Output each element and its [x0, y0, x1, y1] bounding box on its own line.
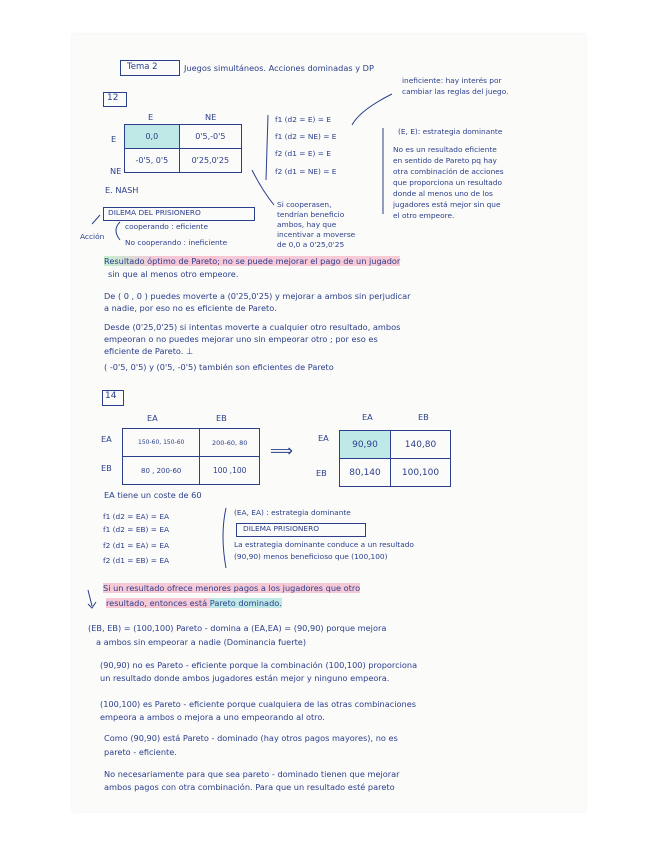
ex12-no-pareto-5: donde al menos uno de los — [393, 189, 493, 198]
ex14-left-col-ea: EA — [147, 413, 158, 423]
ex12-cell-e-ne: 0'5,-0'5 — [179, 125, 241, 149]
ex12-col-ne: NE — [205, 112, 217, 122]
optimo-highlight: Resultado óptimo de Pareto — [104, 256, 218, 266]
ex14-conduce-1: La estrategia dominante conduce a un resultado — [234, 540, 414, 549]
pareto-dom-line2 — [106, 598, 282, 609]
implies-arrow-icon: ⟹ — [270, 441, 293, 460]
ex12-no-pareto-3: otra combinación de acciones — [393, 167, 504, 176]
ex12-coop-note-4: incentivar a moverse — [277, 230, 356, 239]
ex12-coop-note-3: ambos, hay que — [277, 220, 337, 229]
para7-line1: Como (90,90) está Pareto - dominado (hay otros pagos mayores), no es — [104, 733, 398, 743]
ex12-dominante: (E, E): estrategia dominante — [398, 127, 503, 136]
para1-line2: a nadie, por eso no es eficiente de Pareto. — [104, 303, 277, 313]
ex14-right-cell-eb-ea: 80,140 — [340, 459, 391, 487]
para1-line1: De ( 0 , 0 ) puedes moverte a (0'25,0'25) y mejorar a ambos sin perjudicar — [104, 291, 411, 301]
ex14-left-row-eb: EB — [101, 463, 112, 473]
ex14-dominante: (EA, EA) : estrategia dominante — [234, 508, 351, 517]
pareto-dom-text2a: resultado, entonces está — [106, 598, 210, 608]
ex12-row-e: E — [111, 134, 117, 144]
ex14-right-col-eb: EB — [418, 412, 429, 422]
para8-line1: No necesariamente para que sea pareto - dominado tienen que mejorar — [104, 769, 400, 779]
para6-line2: empeora a ambos o mejora a uno empeorando al otro. — [100, 712, 325, 722]
ex12-cell-ne-e: -0'5, 0'5 — [125, 149, 180, 173]
para8-line2: ambos pagos con otra combinación. Para que un resultado esté pareto — [104, 782, 395, 792]
optimo-rest: ; no se puede mejorar el pago de un jugador — [217, 256, 401, 266]
ex14-right-cell-ea-eb: 140,80 — [391, 431, 451, 459]
ex12-no-pareto-4: que proporciona un resultado — [393, 178, 503, 187]
ex12-nash-label: E. NASH — [105, 185, 139, 195]
para2-line1: Desde (0'25,0'25) si intentas moverte a cualquier otro resultado, ambos — [104, 322, 401, 332]
ex14-right-cell-ea-ea: 90,90 — [340, 431, 391, 459]
ex14-right-cell-eb-eb: 100,100 — [391, 459, 451, 487]
exercise-14-number: 14 — [105, 391, 117, 401]
para2-line2: empeoran o no puedes mejorar uno sin empeorar otro ; por eso es — [104, 334, 378, 344]
ex12-best-response-2: f1 (d2 = NE) = E — [275, 132, 337, 141]
ex12-best-response-3: f2 (d1 = E) = E — [275, 149, 331, 158]
ex14-left-row-ea: EA — [101, 434, 112, 444]
ex12-cell-e-e: 0,0 — [125, 125, 180, 149]
ex12-row-ne: NE — [110, 166, 122, 176]
ex12-dilema: DILEMA DEL PRISIONERO — [108, 208, 201, 217]
para3: ( -0'5, 0'5) y (0'5, -0'5) también son eficientes de Pareto — [104, 362, 334, 372]
ex12-best-response-4: f2 (d1 = NE) = E — [275, 167, 337, 176]
ex14-left-cell-eb-eb: 100 ,100 — [200, 457, 260, 485]
ex12-no-pareto-6: jugadores está mejor sin que — [393, 200, 501, 209]
optimo-line2: sin que al menos otro empeore. — [108, 269, 239, 279]
para6-line1: (100,100) es Pareto - eficiente porque cualquiera de las otras combinaciones — [100, 699, 417, 709]
page-title: Juegos simultáneos. Acciones dominadas y DP — [184, 63, 374, 73]
ex12-ineficiente-2: cambiar las reglas del juego. — [402, 87, 509, 96]
ex12-cell-ne-ne: 0'25,0'25 — [179, 149, 241, 173]
ex14-left-cell-ea-eb: 200-60, 80 — [200, 429, 260, 457]
ex12-ineficiente-1: ineficiente: hay interés por — [402, 76, 502, 85]
exercise-12-number: 12 — [107, 93, 119, 103]
ex14-coste: EA tiene un coste de 60 — [104, 490, 202, 500]
para4-line2: a ambos sin empeorar a nadie (Dominancia fuerte) — [96, 637, 307, 647]
ex14-best-response-3: f2 (d1 = EA) = EA — [103, 541, 170, 550]
ex14-left-cell-eb-ea: 80 , 200-60 — [123, 457, 200, 485]
ex14-right-row-eb: EB — [316, 468, 327, 478]
ex14-conduce-2: (90,90) menos beneficioso que (100,100) — [234, 552, 388, 561]
ex12-coop-note-1: Si cooperasen, — [277, 200, 332, 209]
ex12-coop-note-5: de 0,0 a 0'25,0'25 — [277, 240, 345, 249]
ex14-dilema: DILEMA PRISIONERO — [243, 524, 320, 533]
pareto-dom-line1 — [103, 583, 360, 594]
ex14-best-response-1: f1 (d2 = EA) = EA — [103, 512, 170, 521]
ex12-nocoop: No cooperando : ineficiente — [125, 238, 228, 247]
ex12-coop: cooperando : eficiente — [125, 222, 208, 231]
ex12-best-response-1: f1 (d2 = E) = E — [275, 115, 331, 124]
para5-line2: un resultado donde ambos jugadores están mejor y ninguno empeora. — [100, 673, 390, 683]
para5-line1: (90,90) no es Pareto - eficiente porque la combinación (100,100) proporciona — [100, 660, 418, 670]
ex12-no-pareto-1: No es un resultado eficiente — [393, 145, 497, 154]
ex14-left-col-eb: EB — [216, 413, 227, 423]
ex14-right-row-ea: EA — [318, 433, 329, 443]
ex14-right-col-ea: EA — [362, 412, 373, 422]
ex12-no-pareto-2: en sentido de Pareto pq hay — [393, 156, 497, 165]
ex14-best-response-2: f1 (d2 = EB) = EA — [103, 525, 170, 534]
ex12-col-e: E — [148, 112, 154, 122]
para4-line1: (EB, EB) = (100,100) Pareto - domina a (EA,EA) = (90,90) porque mejora — [88, 623, 387, 633]
ex12-no-pareto-7: el otro empeore. — [393, 211, 455, 220]
ex12-coop-note-2: tendrían beneficio — [277, 210, 345, 219]
arrow-line — [88, 590, 96, 608]
ex12-accion: Acción — [80, 232, 105, 241]
ex14-left-cell-ea-ea: 150-60, 150-60 — [123, 429, 200, 457]
brace-line — [223, 508, 226, 568]
pareto-dom-text1: Si un resultado ofrece menores pagos a los jugadores que otro — [103, 583, 361, 593]
para2-line3: eficiente de Pareto. ⊥ — [104, 346, 194, 356]
tema-label: Tema 2 — [127, 62, 158, 72]
para7-line2: pareto - eficiente. — [104, 747, 177, 757]
ex14-best-response-4: f2 (d1 = EB) = EA — [103, 556, 170, 565]
pareto-dom-text2b: Pareto dominado. — [209, 598, 282, 608]
